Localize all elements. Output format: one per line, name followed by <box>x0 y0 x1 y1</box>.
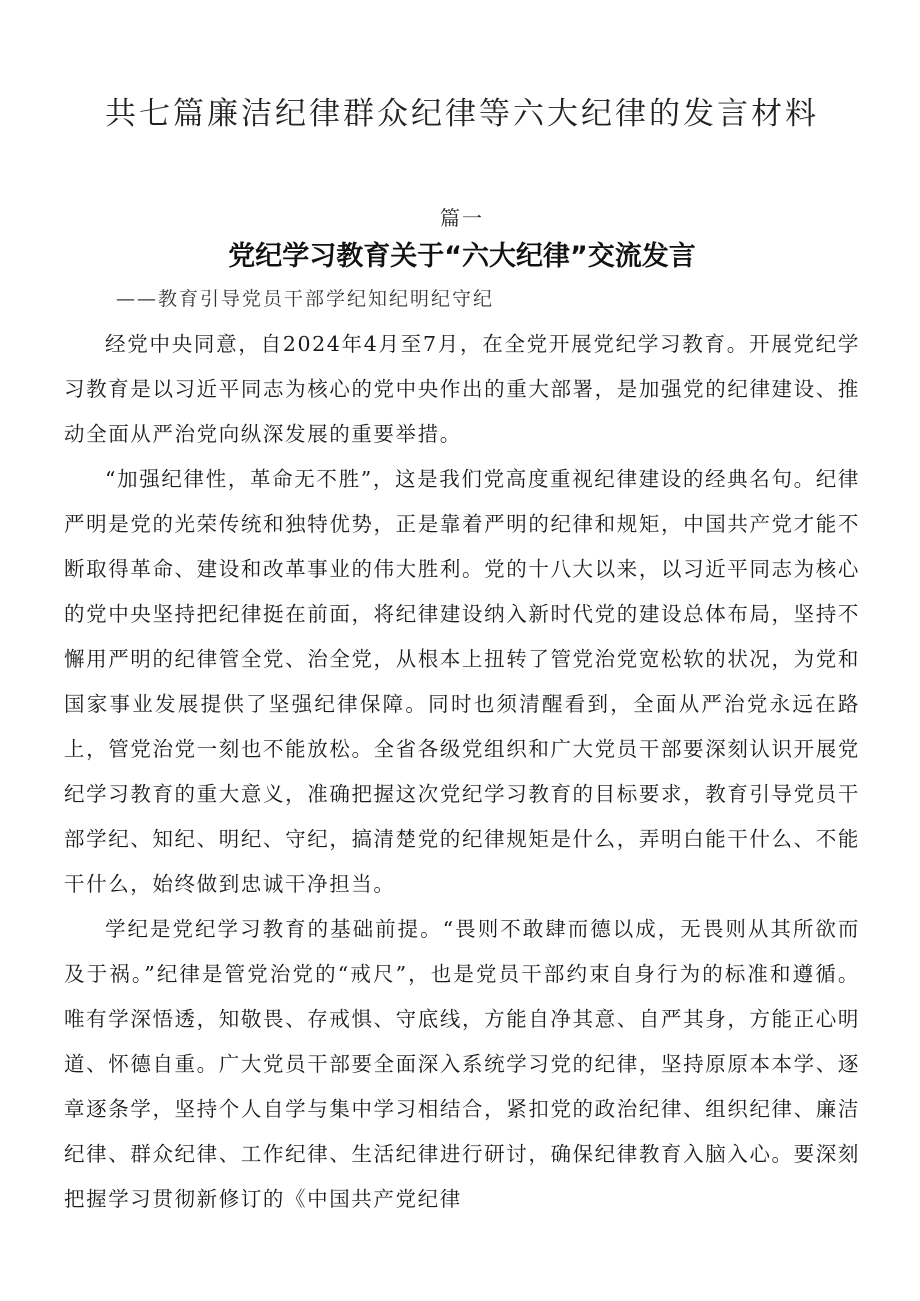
paragraph-3: 学纪是党纪学习教育的基础前提。“畏则不敢肆而德以成，无畏则从其所欲而及于祸。”纪律是管党治党的“戒尺”，也是党员干部约束自身行为的标准和遵循。唯有学深悟透，知敬畏、存戒惧、守底线，方能自净其意、自严其身，方能正心明道、怀德自重。广大党员干部要全面深入系统学习党的纪律，坚持原原本本学、逐章逐条学，坚持个人自学与集中学习相结合，紧扣党的政治纪律、组织纪律、廉洁纪律、群众纪律、工作纪律、生活纪律进行研讨，确保纪律教育入脑入心。要深刻把握学习贯彻新修订的《中国共产党纪律 <box>64 917 860 1211</box>
section-subtitle: ——教育引导党员干部学纪知纪明纪守纪 <box>116 288 495 310</box>
section-label: 篇一 <box>440 206 484 230</box>
document-title: 共七篇廉洁纪律群众纪律等六大纪律的发言材料 <box>105 96 819 132</box>
section-title: 党纪学习教育关于“六大纪律”交流发言 <box>228 241 696 272</box>
paragraph-1: 经党中央同意，自2024年4月至7月，在全党开展党纪学习教育。开展党纪学习教育是以习近平同志为核心的党中央作出的重大部署，是加强党的纪律建设、推动全面从严治党向纵深发展的重要举措。 <box>64 332 860 446</box>
paragraph-2: “加强纪律性，革命无不胜”，这是我们党高度重视纪律建设的经典名句。纪律严明是党的光荣传统和独特优势，正是靠着严明的纪律和规矩，中国共产党才能不断取得革命、建设和改革事业的伟大胜利。党的十八大以来，以习近平同志为核心的党中央坚持把纪律挺在前面，将纪律建设纳入新时代党的建设总体布局，坚持不懈用严明的纪律管全党、治全党，从根本上扭转了管党治党宽松软的状况，为党和国家事业发展提供了坚强纪律保障。同时也须清醒看到，全面从严治党永远在路上，管党治党一刻也不能放松。全省各级党组织和广大党员干部要深刻认识开展党纪学习教育的重大意义，准确把握这次党纪学习教育的目标要求，教育引导党员干部学纪、知纪、明纪、守纪，搞清楚党的纪律规矩是什么，弄明白能干什么、不能干什么，始终做到忠诚干净担当。 <box>64 467 860 896</box>
body-text <box>64 322 860 1222</box>
